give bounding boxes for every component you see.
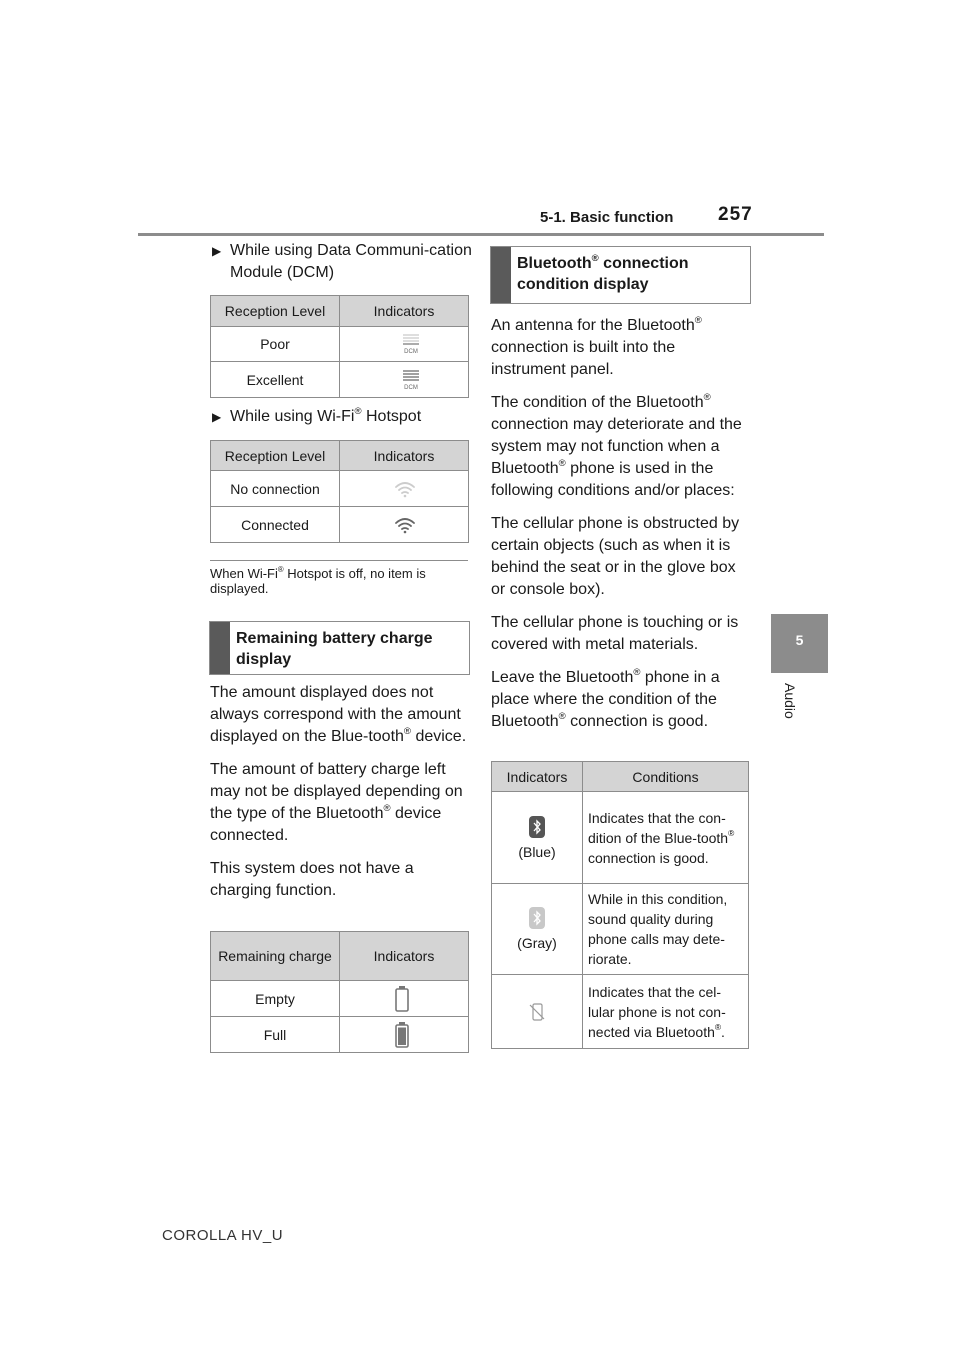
bt-para-1: An antenna for the Bluetooth — [491, 317, 695, 334]
bt-row-label: (Blue) — [518, 843, 556, 860]
battery-table — [210, 931, 469, 1053]
svg-text:DCM: DCM — [404, 384, 418, 391]
wifi-off-icon — [340, 471, 469, 507]
section-title: 5-1. Basic function — [540, 209, 674, 226]
page-number: 257 — [718, 204, 753, 225]
dcm-excellent-icon — [340, 362, 469, 398]
wifi-note-text: When Wi-Fi — [210, 566, 278, 581]
heading-bar — [210, 622, 230, 674]
dcm-col-header-level: Reception Level — [211, 296, 340, 327]
bt-cond-text: While in this condition, sound quality during phone calls may dete-riorate. — [588, 891, 728, 967]
wifi-on-icon — [340, 507, 469, 543]
bt-row-indicator — [492, 884, 583, 975]
dcm-poor-icon — [340, 327, 469, 362]
note-rule — [210, 560, 468, 561]
wifi-note — [210, 566, 472, 596]
wifi-row-level: No connection — [211, 471, 340, 507]
bt-cond-text-2: connection is good. — [588, 849, 709, 866]
header-rule — [138, 233, 824, 236]
bt-para-5b: phone in a place where the condition of the Bluetooth — [491, 669, 720, 730]
registered-mark: ® — [383, 802, 391, 814]
wifi-col-header-indicators: Indicators — [340, 441, 469, 471]
battery-para-3: This system does not have a charging function. — [210, 860, 414, 899]
battery-para-2: The amount of battery charge left may not be displayed depending on the type of the Bluetooth — [210, 761, 463, 822]
dcm-col-header-indicators: Indicators — [340, 296, 469, 327]
bt-row-label: (Gray) — [517, 935, 557, 951]
bt-row-condition — [583, 884, 749, 975]
bt-cond-text: Indicates that the cel-lular phone is not con-nected via Bluetooth — [588, 983, 726, 1040]
wifi-row-level: Connected — [211, 507, 340, 543]
bluetooth-blue-icon — [529, 816, 545, 838]
battery-section-heading — [209, 621, 470, 675]
bt-col-header-conditions: Conditions — [583, 762, 749, 792]
battery-para-1: The amount displayed does not always correspond with the amount displayed on the Blue-tooth — [210, 684, 461, 745]
registered-mark: ® — [558, 457, 566, 469]
heading-bar — [491, 247, 511, 303]
wifi-bullet-text-2: Hotspot — [361, 408, 422, 425]
bt-para-1b: connection is built into the instrument panel. — [491, 339, 676, 378]
bluetooth-heading-text: Bluetooth — [517, 255, 592, 272]
bt-row-condition — [583, 792, 749, 884]
wifi-col-header-level: Reception Level — [211, 441, 340, 471]
battery-body — [210, 682, 476, 913]
dcm-bullet — [212, 240, 474, 284]
bluetooth-gray-icon — [529, 907, 545, 929]
dcm-row-level: Excellent — [211, 362, 340, 398]
bt-para-4: The cellular phone is touching or is covered with metal materials. — [491, 614, 739, 653]
bluetooth-body — [491, 315, 753, 744]
bluetooth-heading-text-2: connection condition display — [517, 255, 689, 293]
bullet-triangle-icon: ▶ — [212, 244, 222, 258]
registered-mark: ® — [403, 725, 411, 737]
bt-col-header-indicators: Indicators — [492, 762, 583, 792]
wifi-bullet — [212, 406, 474, 428]
svg-text:DCM: DCM — [404, 349, 418, 355]
registered-mark: ® — [591, 252, 599, 264]
bt-cond-text-2: . — [721, 1023, 725, 1040]
battery-col-header-charge: Remaining charge — [211, 932, 340, 981]
battery-row-level: Full — [211, 1017, 340, 1053]
bt-row-indicator — [492, 792, 583, 884]
chapter-number: 5 — [795, 632, 804, 648]
battery-para-2b: device connected. — [210, 805, 442, 844]
registered-mark: ® — [694, 314, 702, 326]
registered-mark: ® — [633, 666, 641, 678]
registered-mark: ® — [714, 1022, 722, 1033]
battery-heading-text: Remaining battery charge display — [236, 630, 433, 668]
chapter-label: Audio — [782, 683, 798, 719]
bluetooth-off-icon — [527, 1002, 547, 1022]
battery-empty-icon — [340, 981, 469, 1017]
bt-para-2: The condition of the Bluetooth — [491, 394, 704, 411]
bt-cond-text: Indicates that the con-dition of the Blue-tooth — [588, 809, 729, 846]
battery-full-icon — [340, 1017, 469, 1053]
wifi-table — [210, 440, 469, 543]
bt-para-3: The cellular phone is obstructed by certain objects (such as when it is behind the seat or in the glove box or console box). — [491, 515, 740, 598]
bt-para-2b: connection may deteriorate and the system may not function when a Bluetooth — [491, 416, 742, 477]
bt-para-5: Leave the Bluetooth — [491, 669, 634, 686]
registered-mark: ® — [703, 391, 711, 403]
registered-mark: ® — [728, 828, 735, 839]
bullet-triangle-icon: ▶ — [212, 410, 222, 424]
bt-row-condition — [583, 975, 749, 1049]
battery-col-header-indicators: Indicators — [340, 932, 469, 981]
bt-para-5c: connection is good. — [565, 713, 709, 730]
battery-row-level: Empty — [211, 981, 340, 1017]
wifi-note-text-2: Hotspot is off, no item is displayed. — [210, 566, 426, 596]
dcm-bullet-text: While using Data Communi-cation Module (DCM) — [230, 242, 472, 281]
bt-para-2c: phone is used in the following conditions and/or places: — [491, 460, 735, 499]
bluetooth-table — [491, 761, 749, 1049]
bluetooth-section-heading — [490, 246, 751, 304]
footer-model: COROLLA HV_U — [162, 1227, 284, 1244]
registered-mark: ® — [354, 405, 362, 417]
registered-mark: ® — [558, 710, 566, 722]
battery-para-1b: device. — [411, 728, 467, 745]
dcm-row-level: Poor — [211, 327, 340, 362]
dcm-table — [210, 295, 469, 398]
registered-mark: ® — [277, 564, 284, 574]
wifi-bullet-text: While using Wi-Fi — [230, 408, 355, 425]
bt-row-indicator — [492, 975, 583, 1049]
